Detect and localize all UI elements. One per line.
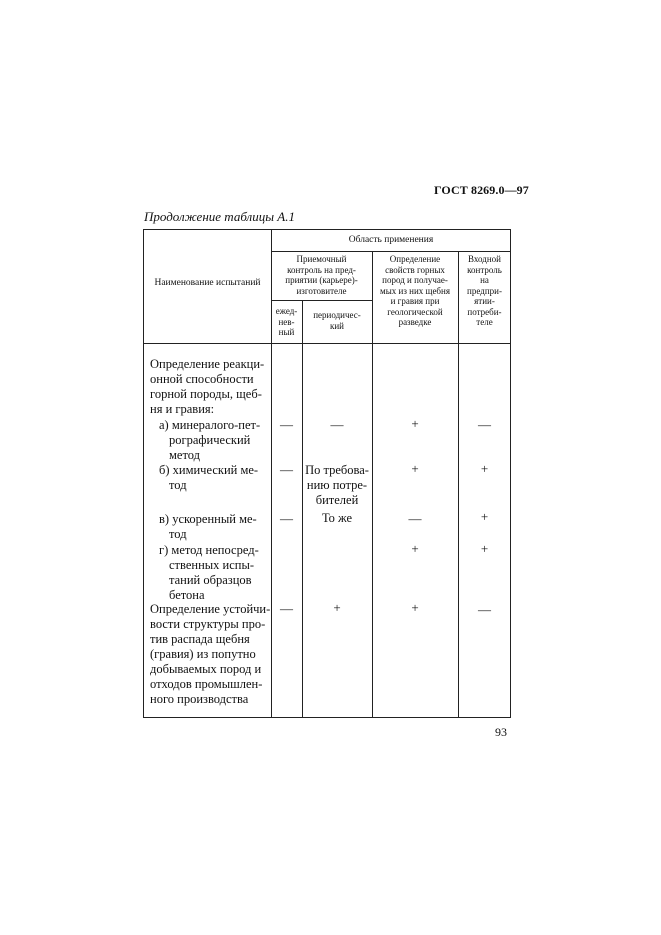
cell-geological: +	[411, 416, 419, 431]
page-number: 93	[495, 725, 507, 739]
table-row-name: б) химический ме- тод	[159, 463, 259, 492]
column-header-area: Область применения	[348, 235, 434, 245]
table-row-name: а) минералого-пет- рографический метод	[159, 418, 261, 462]
cell-incoming: +	[480, 461, 489, 476]
column-header-test-name: Наименование испытаний	[154, 278, 261, 288]
table-caption: Продолжение таблицы А.1	[144, 209, 295, 224]
cell-daily: —	[280, 601, 293, 616]
column-header-daily: ежед- нев- ный	[275, 306, 298, 337]
column-header-incoming-control: Входной контроль на предпри- ятии- потреби- теле	[467, 254, 502, 327]
cell-periodic: —	[330, 417, 344, 432]
cell-daily: —	[280, 462, 293, 477]
column-header-acceptance-control: Приемочный контроль на пред- приятии (карьере)- изготовителе	[285, 254, 358, 296]
cell-incoming: +	[480, 509, 489, 524]
cell-geological: +	[411, 461, 419, 476]
column-header-geological-survey: Определение свойств горных пород и получае- мых из них щебня и гравия при геологической разведке	[380, 254, 450, 327]
test-methods-table	[143, 229, 511, 718]
row-divider	[271, 300, 372, 301]
standard-designation: ГОСТ 8269.0—97	[434, 183, 529, 197]
table-row-name: в) ускоренный ме- тод	[159, 512, 257, 541]
cell-geological: —	[408, 511, 422, 526]
cell-daily: —	[280, 511, 293, 526]
header-bottom-divider	[144, 343, 510, 344]
cell-geological: +	[411, 600, 419, 615]
row-divider	[271, 251, 510, 252]
table-row-name: Определение устойчи- вости структуры про- тив распада щебня (гравия) из попутно добываемых пород и отходов промышлен- ного производства	[150, 602, 271, 706]
cell-incoming: —	[478, 417, 491, 432]
column-header-periodic: периодичес- кий	[313, 310, 361, 331]
cell-periodic: То же	[321, 511, 353, 525]
cell-periodic: +	[333, 600, 341, 615]
cell-incoming: +	[480, 541, 489, 556]
col-divider	[302, 301, 303, 717]
table-row-name: Определение реакци- онной способности горной породы, щеб- ня и гравия:	[150, 357, 265, 416]
cell-incoming: —	[478, 602, 491, 617]
cell-periodic: По требова- нию потре- бителей	[305, 463, 369, 507]
cell-daily: —	[280, 417, 293, 432]
table-row-name: г) метод непосред- ственных испы- таний образцов бетона	[159, 543, 259, 602]
cell-geological: +	[411, 541, 419, 556]
